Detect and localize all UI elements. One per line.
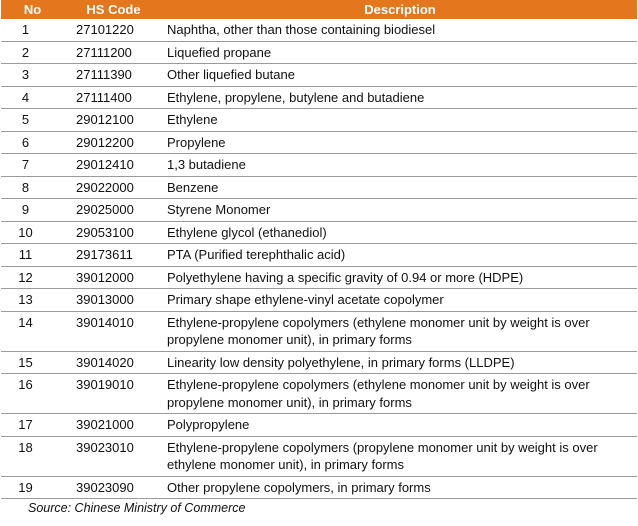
table-row (1, 86, 637, 109)
description-cell: Linearity low density polyethylene, in primary forms (LLDPE) (163, 351, 637, 374)
table-row (1, 109, 637, 132)
hs-code-cell: 39019010 (64, 374, 163, 414)
description-cell: Ethylene glycol (ethanediol) (163, 221, 637, 244)
hs-code-cell: 29012200 (64, 131, 163, 154)
description-cell: Polypropylene (163, 414, 637, 437)
row-number: 3 (1, 64, 64, 87)
description-cell: PTA (Purified terephthalic acid) (163, 244, 637, 267)
header-description: Description (163, 0, 637, 19)
table-row (1, 19, 637, 41)
description-cell: Other propylene copolymers, in primary forms (163, 476, 637, 499)
table-body (1, 19, 637, 499)
row-number: 8 (1, 176, 64, 199)
table-row (1, 244, 637, 267)
row-number: 19 (1, 476, 64, 499)
description-cell: Naphtha, other than those containing biodiesel (163, 19, 637, 41)
header-no: No (1, 0, 64, 19)
hs-code-cell: 27111400 (64, 86, 163, 109)
hs-code-cell: 29012100 (64, 109, 163, 132)
row-number: 6 (1, 131, 64, 154)
row-number: 10 (1, 221, 64, 244)
row-number: 18 (1, 436, 64, 476)
description-cell: Primary shape ethylene-vinyl acetate copolymer (163, 289, 637, 312)
hs-code-cell: 39021000 (64, 414, 163, 437)
description-cell: Polyethylene having a specific gravity of 0.94 or more (HDPE) (163, 266, 637, 289)
row-number: 5 (1, 109, 64, 132)
table-row (1, 266, 637, 289)
row-number: 12 (1, 266, 64, 289)
hs-code-cell: 39023010 (64, 436, 163, 476)
table-row (1, 289, 637, 312)
description-cell: Liquefied propane (163, 41, 637, 64)
row-number: 2 (1, 41, 64, 64)
description-cell: Ethylene-propylene copolymers (ethylene monomer unit by weight is over propylene monomer unit), in primary forms (163, 311, 637, 351)
row-number: 17 (1, 414, 64, 437)
row-number: 15 (1, 351, 64, 374)
description-cell: Propylene (163, 131, 637, 154)
table-row (1, 351, 637, 374)
table-row (1, 64, 637, 87)
description-cell: Ethylene (163, 109, 637, 132)
description-cell: Styrene Monomer (163, 199, 637, 222)
table-row (1, 311, 637, 351)
table-row (1, 436, 637, 476)
row-number: 14 (1, 311, 64, 351)
description-cell: Ethylene-propylene copolymers (propylene monomer unit by weight is over ethylene monomer unit), in primary forms (163, 436, 637, 476)
row-number: 9 (1, 199, 64, 222)
source-note: Source: Chinese Ministry of Commerce (28, 501, 246, 515)
row-number: 7 (1, 154, 64, 177)
description-cell: Ethylene-propylene copolymers (ethylene monomer unit by weight is over propylene monomer unit), in primary forms (163, 374, 637, 414)
hs-code-cell: 27101220 (64, 19, 163, 41)
table-header-row (1, 0, 637, 19)
hs-code-cell: 29012410 (64, 154, 163, 177)
table-row (1, 131, 637, 154)
description-cell: Ethylene, propylene, butylene and butadiene (163, 86, 637, 109)
hs-code-table (1, 0, 637, 499)
hs-code-cell: 39014010 (64, 311, 163, 351)
table-row (1, 476, 637, 499)
hs-code-cell: 29173611 (64, 244, 163, 267)
table-row (1, 199, 637, 222)
description-cell: Benzene (163, 176, 637, 199)
hs-code-cell: 39012000 (64, 266, 163, 289)
hs-code-cell: 27111200 (64, 41, 163, 64)
table-row (1, 41, 637, 64)
hs-code-cell: 39023090 (64, 476, 163, 499)
table-row (1, 176, 637, 199)
table-row (1, 374, 637, 414)
table-row (1, 154, 637, 177)
hs-code-cell: 29053100 (64, 221, 163, 244)
description-cell: Other liquefied butane (163, 64, 637, 87)
row-number: 16 (1, 374, 64, 414)
hs-code-cell: 29022000 (64, 176, 163, 199)
hs-code-cell: 29025000 (64, 199, 163, 222)
row-number: 11 (1, 244, 64, 267)
row-number: 4 (1, 86, 64, 109)
table-row (1, 221, 637, 244)
header-hs-code: HS Code (64, 0, 163, 19)
hs-code-cell: 39014020 (64, 351, 163, 374)
table-row (1, 414, 637, 437)
hs-code-cell: 39013000 (64, 289, 163, 312)
description-cell: 1,3 butadiene (163, 154, 637, 177)
row-number: 13 (1, 289, 64, 312)
hs-code-cell: 27111390 (64, 64, 163, 87)
row-number: 1 (1, 19, 64, 41)
